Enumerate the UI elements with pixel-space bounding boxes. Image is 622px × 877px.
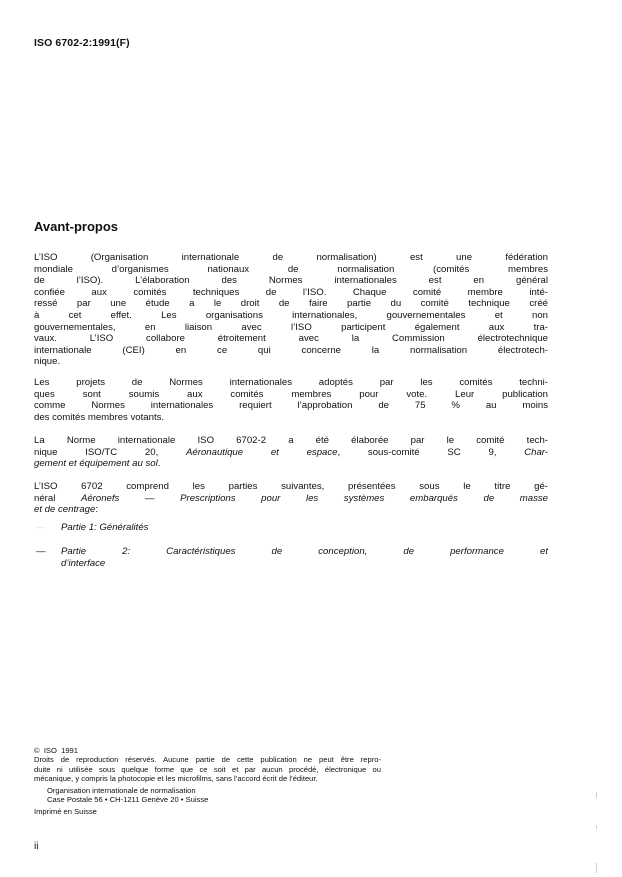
page-number: ii [34,841,39,852]
subcommittee-title-cont: gement et équipement au sol [34,458,158,470]
copyright-notice: © ISO 1991 [34,746,79,755]
text-run: néral [34,492,81,504]
general-title: Aéronefs — Prescriptions pour les systèmes embarqués de masse [80,492,549,504]
text-line: L’ISO 6702 comprend les parties suivantes, présentées sous le titre gé- [34,481,548,492]
paragraph-iso-intro [34,252,548,368]
text-line: gouvernementales, en liaison avec l’ISO participent également aux tra- [34,321,548,333]
text-line [34,447,548,459]
text-line: mécanique, y compris la photocopie et les microfilms, sans l’accord écrit de l’éditeur. [34,774,318,784]
scan-mark [596,825,597,829]
document-identifier: ISO 6702-2:1991(F) [34,37,130,49]
text-line: vaux. L’ISO collabore étroitement avec la Commission électrotechnique [34,333,548,345]
rights-statement [34,755,381,783]
text-line [34,458,548,470]
text-line: ressé par une étude a le droit de faire partie du comité technique créé [34,298,548,310]
text-line: d’interface [61,557,106,569]
part-title [61,546,548,569]
text-line: nique. [34,356,61,368]
text-line: de l’ISO). L’élaboration des Normes internationales est en général [34,275,548,287]
text-run: nique ISO/TC 20, [34,446,187,458]
printed-location: Imprimé en Suisse [34,807,97,817]
paragraph-parts-intro [34,481,548,516]
committee-title: Aéronautique et espace [186,446,338,458]
text-run: , sous-comité SC 9, [337,446,525,458]
text-line: comme Normes internationales requiert l’approbation de 75 % au moins [34,400,548,412]
text-line: duite ni utilisée sous quelque forme que ce soit et par aucun procédé, électronique ou [34,764,381,774]
part-title: Partie 1: Généralités [61,522,149,533]
text-line: Droits de reproduction réservés. Aucune partie de cette publication ne peut être repro- [34,755,381,765]
general-title-cont: et de centrage [34,504,96,516]
list-item-part-2 [34,546,548,569]
copyright-footer [34,746,548,817]
dash-bullet-icon: — [36,546,46,557]
text-line: mondiale d’organismes nationaux de normalisation (comités membres [34,263,548,275]
text-line: La Norme internationale ISO 6702-2 a été élaborée par le comité tech- [34,435,548,446]
text-line: L’ISO (Organisation internationale de normalisation) est une fédération [34,252,548,263]
text-run: . [157,458,161,470]
list-item-part-1 [34,522,548,534]
text-line: confiée aux comités techniques de l’ISO. Chaque comité membre inté- [34,286,548,298]
scan-mark [596,792,597,798]
text-run: : [95,504,99,516]
scan-mark [596,863,597,873]
text-line: ques sont soumis aux comités membres pour vote. Leur publication [34,388,548,400]
text-line: Les projets de Normes internationales adoptés par les comités techni- [34,377,548,388]
dash-bullet-icon: — [36,522,46,533]
text-line: à cet effet. Les organisations internationales, gouvernementales et non [34,309,548,321]
text-line: des comités membres votants. [34,411,165,423]
organisation-address: Case Postale 56 • CH-1211 Genève 20 • Suisse [47,795,209,805]
text-line: internationale (CEI) en ce qui concerne la normalisation électrotech- [34,344,548,356]
text-line [34,504,548,516]
paragraph-voting [34,377,548,423]
paragraph-committee [34,435,548,470]
section-title: Avant-propos [34,219,119,234]
organisation-name: Organisation internationale de normalisation [47,785,196,795]
subcommittee-title: Char- [524,446,549,458]
text-line [34,493,548,505]
text-line: Partie 2: Caractéristiques de conception, de performance et [61,546,548,557]
